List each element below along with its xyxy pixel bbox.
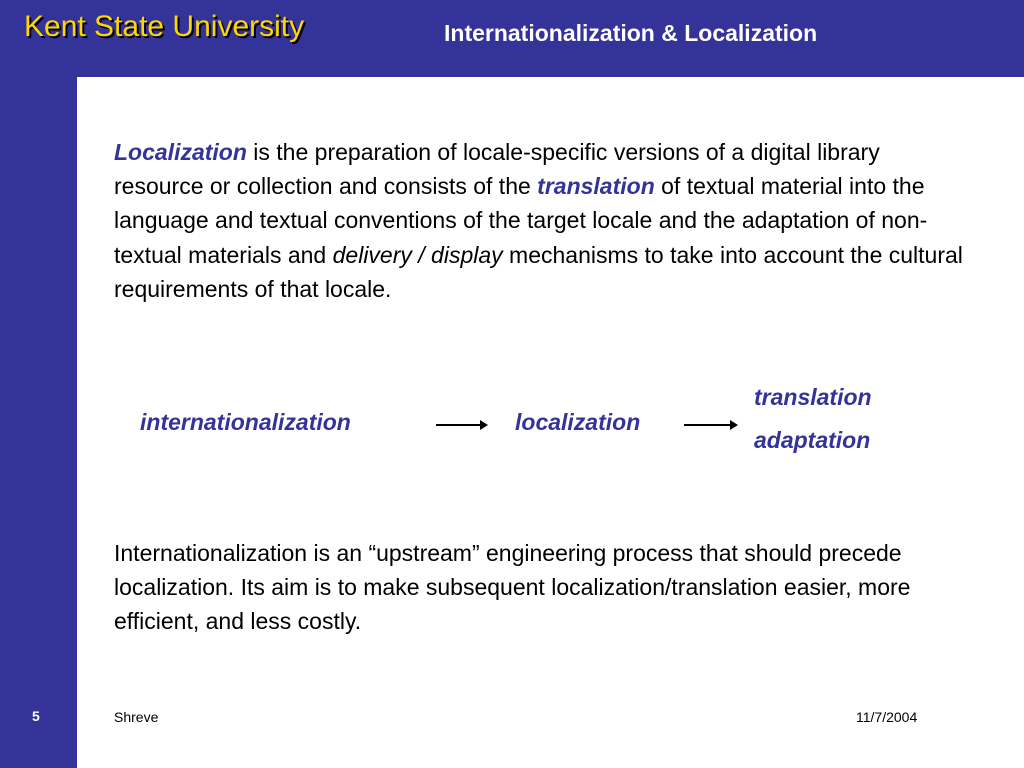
flow-translation: translation (754, 384, 872, 410)
footer-author: Shreve (114, 709, 159, 725)
definition-text-2: of textual material into the language and textual conventions of the target locale and the adaptation of non-textual materials and (114, 173, 928, 268)
footer-date: 11/7/2004 (856, 709, 918, 725)
sidebar-bar (0, 0, 77, 768)
arrow-right-icon (684, 424, 736, 426)
university-name: Kent State University (24, 10, 305, 43)
arrow-right-icon (436, 424, 486, 426)
flow-internationalization: internationalization (140, 409, 351, 435)
flow-localization: localization (515, 409, 641, 435)
slide-title: Internationalization & Localization (444, 20, 818, 46)
definition-text-3: mechanisms to take into account the cultural requirements of that locale. (114, 241, 963, 302)
term-translation: translation (537, 173, 655, 200)
summary-paragraph: Internationalization is an “upstream” engineering process that should precede localization. Its aim is to make subsequent localization/translation easier, more efficient, and less costly. (114, 540, 911, 635)
term-localization: Localization (114, 139, 247, 165)
definition-text-1: is the preparation of locale-specific versions of a digital library resource or collection and consists of the (114, 139, 880, 200)
definition-paragraph (114, 135, 974, 306)
term-delivery-display: delivery / display (332, 241, 503, 268)
page-number: 5 (32, 708, 40, 724)
flow-adaptation: adaptation (754, 427, 871, 453)
